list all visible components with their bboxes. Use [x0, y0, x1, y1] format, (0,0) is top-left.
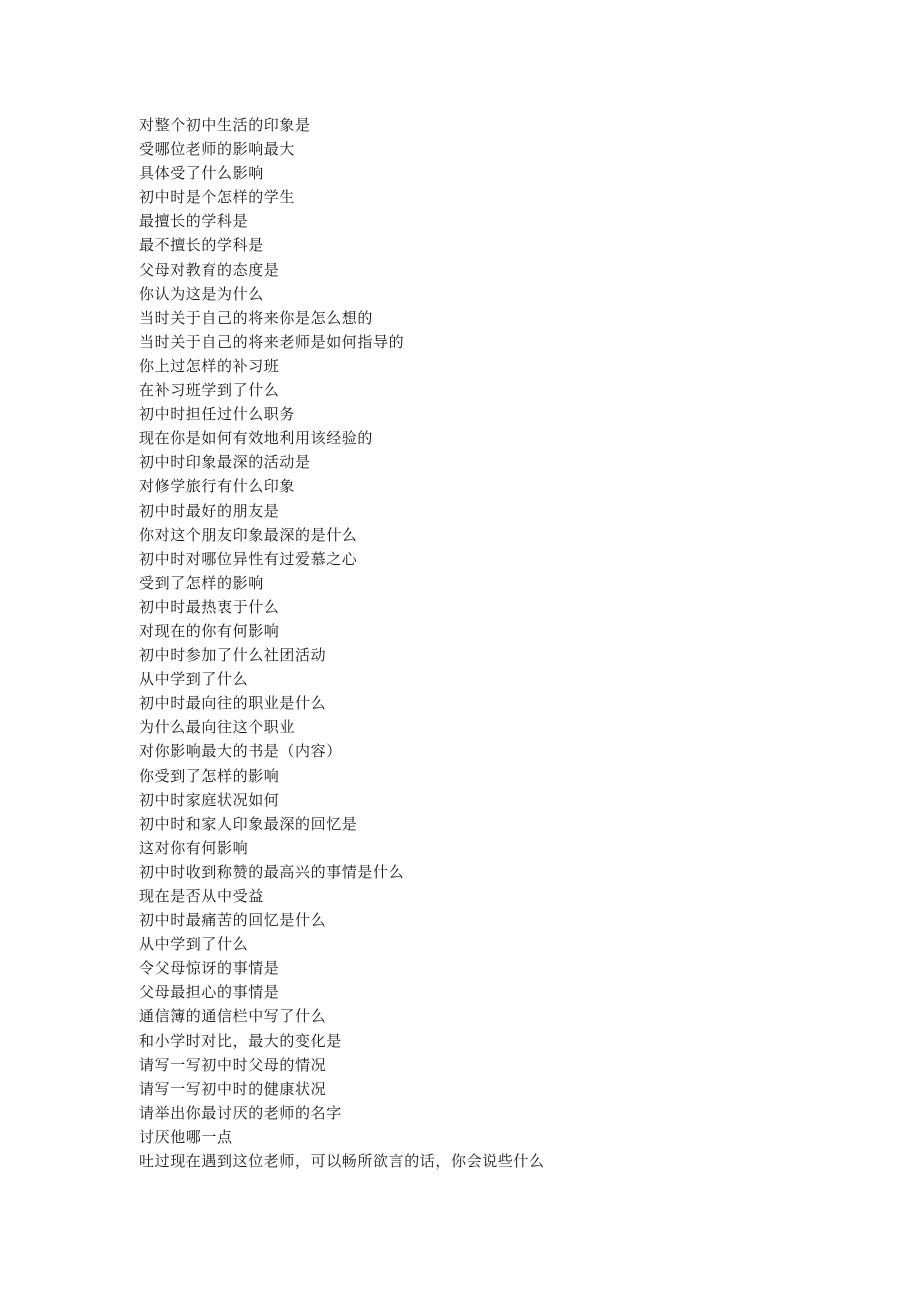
question-line: 从中学到了什么	[139, 670, 249, 689]
question-line: 对修学旅行有什么印象	[139, 477, 296, 496]
question-line: 初中时最向往的职业是什么	[139, 694, 327, 713]
question-line: 初中时收到称赞的最高兴的事情是什么	[139, 862, 405, 881]
question-line: 请写一写初中时父母的情况	[139, 1055, 327, 1074]
question-line: 和小学时对比，最大的变化是	[139, 1031, 342, 1050]
question-line: 最擅长的学科是	[139, 212, 249, 231]
question-line: 吐过现在遇到这位老师，可以畅所欲言的话，你会说些什么	[139, 1152, 545, 1171]
question-line: 初中时最痛苦的回忆是什么	[139, 911, 327, 930]
question-line: 请写一写初中时的健康状况	[139, 1079, 327, 1098]
question-line: 令父母惊讶的事情是	[139, 959, 280, 978]
question-line: 初中时参加了什么社团活动	[139, 646, 327, 665]
question-line: 初中时和家人印象最深的回忆是	[139, 814, 358, 833]
question-line: 请举出你最讨厌的老师的名字	[139, 1103, 342, 1122]
question-line: 初中时最好的朋友是	[139, 501, 280, 520]
question-list	[139, 113, 545, 1173]
question-line: 通信簿的通信栏中写了什么	[139, 1007, 327, 1026]
question-line: 初中时家庭状况如何	[139, 790, 280, 809]
question-line: 初中时印象最深的活动是	[139, 453, 311, 472]
question-line: 在补习班学到了什么	[139, 381, 280, 400]
question-line: 初中时担任过什么职务	[139, 405, 296, 424]
question-line: 你上过怎样的补习班	[139, 356, 280, 375]
question-line: 这对你有何影响	[139, 838, 249, 857]
question-line: 对现在的你有何影响	[139, 621, 280, 640]
question-line: 初中时最热衷于什么	[139, 597, 280, 616]
question-line: 初中时对哪位异性有过爱慕之心	[139, 549, 358, 568]
question-line: 现在是否从中受益	[139, 887, 264, 905]
question-line: 为什么最向往这个职业	[139, 718, 296, 737]
question-line: 讨厌他哪一点	[139, 1127, 233, 1146]
question-line: 父母对教育的态度是	[139, 260, 280, 279]
question-line: 最不擅长的学科是	[139, 236, 264, 255]
question-line: 受哪位老师的影响最大	[139, 140, 296, 159]
question-line: 从中学到了什么	[139, 935, 249, 954]
question-line: 你认为这是为什么	[139, 284, 264, 303]
question-line: 现在你是如何有效地利用该经验的	[139, 429, 374, 448]
question-line: 你受到了怎样的影响	[139, 766, 280, 785]
question-line: 对你影响最大的书是（内容）	[139, 742, 342, 761]
question-line: 受到了怎样的影响	[139, 573, 264, 592]
question-line: 对整个初中生活的印象是	[139, 116, 311, 134]
question-line: 你对这个朋友印象最深的是什么	[139, 525, 358, 544]
question-line: 当时关于自己的将来老师是如何指导的	[139, 332, 405, 351]
question-line: 具体受了什么影响	[139, 164, 264, 183]
question-line: 初中时是个怎样的学生	[139, 188, 296, 207]
question-line: 父母最担心的事情是	[139, 983, 280, 1002]
question-line: 当时关于自己的将来你是怎么想的	[139, 308, 374, 327]
